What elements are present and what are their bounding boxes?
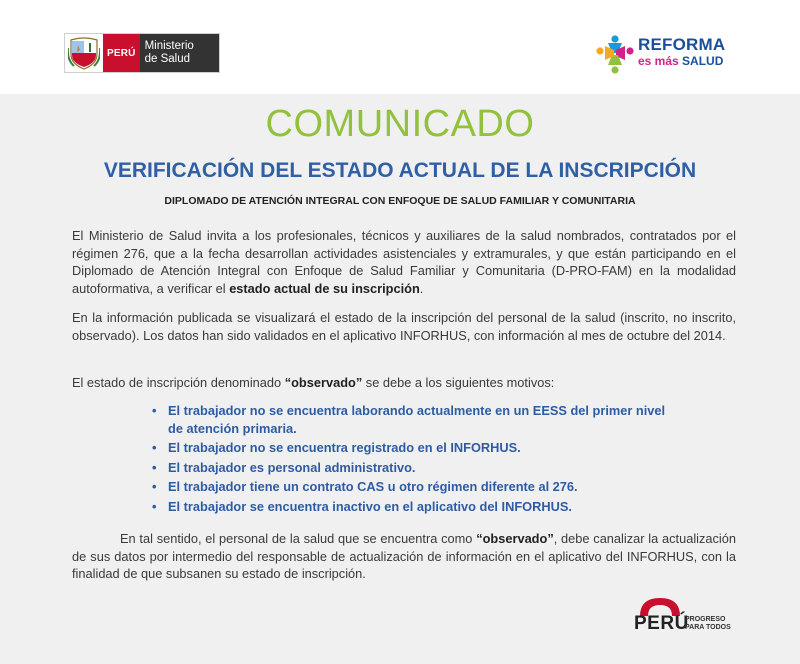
reforma-logo	[595, 34, 735, 74]
ministry-name-line2: de Salud	[144, 53, 190, 65]
peru-tagline-line2: PARA TODOS	[685, 624, 731, 631]
closing-after: , debe canalizar la actualización de sus datos por intermedio del responsable de actualización de información en el aplicativo del INFORHUS, con la finalidad de que subsanen su estado de inscripción.	[72, 531, 736, 581]
reforma-title: REFORMA	[638, 35, 726, 54]
paragraph-invitation	[72, 227, 736, 297]
page-title: COMUNICADO	[265, 103, 535, 145]
reforma-tagline-salud: SALUD	[682, 54, 724, 68]
paragraph-closing	[72, 530, 736, 583]
ministerio-de-salud-logo	[64, 33, 220, 73]
paragraph-invitation-end: .	[419, 280, 424, 296]
reforma-people-icon	[595, 34, 635, 74]
peru-word: PERÚ	[634, 613, 689, 634]
list-item: • El trabajador no se encuentra registrado en el INFORHUS.	[152, 439, 672, 457]
peru-label: PERÚ	[103, 34, 140, 72]
reasons-intro-bold: “observado”	[284, 375, 363, 390]
reasons-intro-before: El estado de inscripción denominado	[72, 375, 285, 390]
peru-tagline	[685, 616, 731, 632]
list-item: • El trabajador tiene un contrato CAS u otro régimen diferente al 276.	[152, 478, 672, 496]
list-item: • El trabajador no se encuentra laborando actualmente en un EESS del primer nivel de atención primaria.	[152, 402, 672, 437]
program-name: DIPLOMADO DE ATENCIÓN INTEGRAL CON ENFOQUE DE SALUD FAMILIAR Y COMUNITARIA	[164, 195, 636, 207]
reforma-tagline-es: es más	[638, 54, 679, 68]
list-item: • El trabajador es personal administrativo.	[152, 459, 672, 477]
ministry-name	[140, 34, 219, 72]
coat-of-arms-icon	[65, 34, 103, 72]
paragraph-reasons-intro	[72, 374, 736, 392]
header	[0, 0, 800, 94]
closing-bold: “observado”	[476, 531, 554, 546]
peru-tagline-line1: PROGRESO	[685, 616, 726, 623]
reforma-tagline	[638, 54, 725, 68]
closing-before: En tal sentido, el personal de la salud que se encuentra como	[120, 531, 477, 546]
reasons-list	[152, 402, 672, 517]
paragraph-invitation-text: El Ministerio de Salud invita a los profesionales, técnicos y auxiliares de la salud nombrados, contratados por el régimen 276, que a la fecha desarrollan actividades asistenciales y extramurales, y que están participando en el Diplomado de Atención Integral con Enfoque de Salud Familiar y Comunitaria (D-PRO-FAM) en la modalidad autoformativa, a verificar el	[72, 228, 736, 296]
list-item: • El trabajador se encuentra inactivo en el aplicativo del INFORHUS.	[152, 498, 672, 516]
peru-progreso-logo	[634, 596, 744, 640]
ministry-name-line1: Ministerio	[144, 40, 194, 52]
paragraph-information: En la información publicada se visualizará el estado de la inscripción del personal de la salud (inscrito, no inscrito, observado). Los datos han sido validados en el aplicativo INFORHUS, con información al mes de octubre del 2014.	[72, 310, 736, 343]
paragraph-invitation-bold: estado actual de su inscripción	[229, 280, 420, 296]
reasons-intro-after: se debe a los siguientes motivos:	[362, 375, 555, 390]
page-subtitle: VERIFICACIÓN DEL ESTADO ACTUAL DE LA INSCRIPCIÓN	[103, 159, 697, 182]
